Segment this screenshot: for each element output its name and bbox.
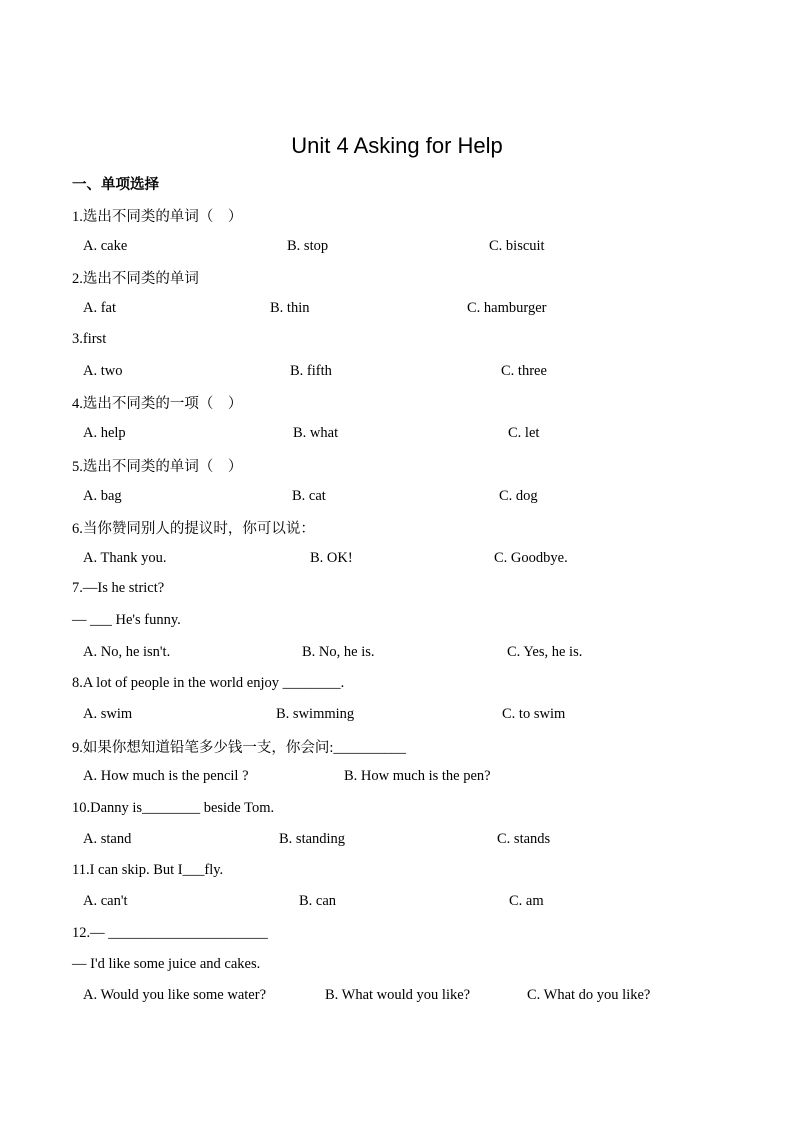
option-c: C. three <box>501 363 547 379</box>
option-b: B. thin <box>270 300 310 316</box>
option-a: A. No, he isn't. <box>83 644 171 660</box>
option-b: B. fifth <box>290 363 332 379</box>
option-c: C. What do you like? <box>527 987 651 1003</box>
option-b: B. what <box>293 425 339 441</box>
question-stem: 12.— ______________________ <box>72 925 268 941</box>
question-stem: 9.如果你想知道铅笔多少钱一支，你会问:__________ <box>72 740 406 756</box>
question-stem: 6.当你赞同别人的提议时，你可以说： <box>72 521 315 537</box>
option-a: A. How much is the pencil ? <box>83 768 249 784</box>
option-c: C. stands <box>497 831 551 847</box>
option-a: A. help <box>83 425 126 441</box>
option-a: A. can't <box>83 893 128 909</box>
option-c: C. Goodbye. <box>494 550 568 566</box>
question-response: — I'd like some juice and cakes. <box>72 956 261 972</box>
option-a: A. Would you like some water? <box>83 987 266 1003</box>
option-c: C. to swim <box>502 706 566 722</box>
option-c: C. am <box>509 893 544 909</box>
option-c: C. biscuit <box>489 238 545 254</box>
option-c: C. let <box>508 425 540 441</box>
option-b: B. No, he is. <box>302 644 375 660</box>
question-stem: 5.选出不同类的单词（ ） <box>72 459 243 475</box>
option-a: A. stand <box>83 831 132 847</box>
option-a: A. fat <box>83 300 117 316</box>
option-c: C. hamburger <box>467 300 547 316</box>
question-stem: 4.选出不同类的一项（ ） <box>72 396 243 412</box>
option-b: B. standing <box>279 831 346 847</box>
option-b: B. How much is the pen? <box>344 768 491 784</box>
page-title: Unit 4 Asking for Help <box>291 133 503 158</box>
option-b: B. OK! <box>310 550 353 566</box>
question-stem: 3.first <box>72 331 107 347</box>
question-stem: 7.—Is he strict? <box>72 580 165 596</box>
section-heading: 一、单项选择 <box>72 177 159 193</box>
option-c: C. Yes, he is. <box>507 644 583 660</box>
option-b: B. cat <box>292 488 326 504</box>
option-b: B. What would you like? <box>325 987 471 1003</box>
option-c: C. dog <box>499 488 538 504</box>
option-a: A. cake <box>83 238 128 254</box>
question-stem: 2.选出不同类的单词 <box>72 271 199 287</box>
question-stem: 10.Danny is________ beside Tom. <box>72 800 275 816</box>
option-a: A. swim <box>83 706 133 722</box>
option-b: B. swimming <box>276 706 355 722</box>
question-stem: 1.选出不同类的单词（ ） <box>72 209 243 225</box>
question-stem: 8.A lot of people in the world enjoy ________. <box>72 675 345 691</box>
option-a: A. two <box>83 363 123 379</box>
question-response: — ___ He's funny. <box>72 612 181 628</box>
option-a: A. Thank you. <box>83 550 167 566</box>
option-b: B. stop <box>287 238 329 254</box>
option-b: B. can <box>299 893 337 909</box>
option-a: A. bag <box>83 488 122 504</box>
question-stem: 11.I can skip. But I___fly. <box>72 862 224 878</box>
